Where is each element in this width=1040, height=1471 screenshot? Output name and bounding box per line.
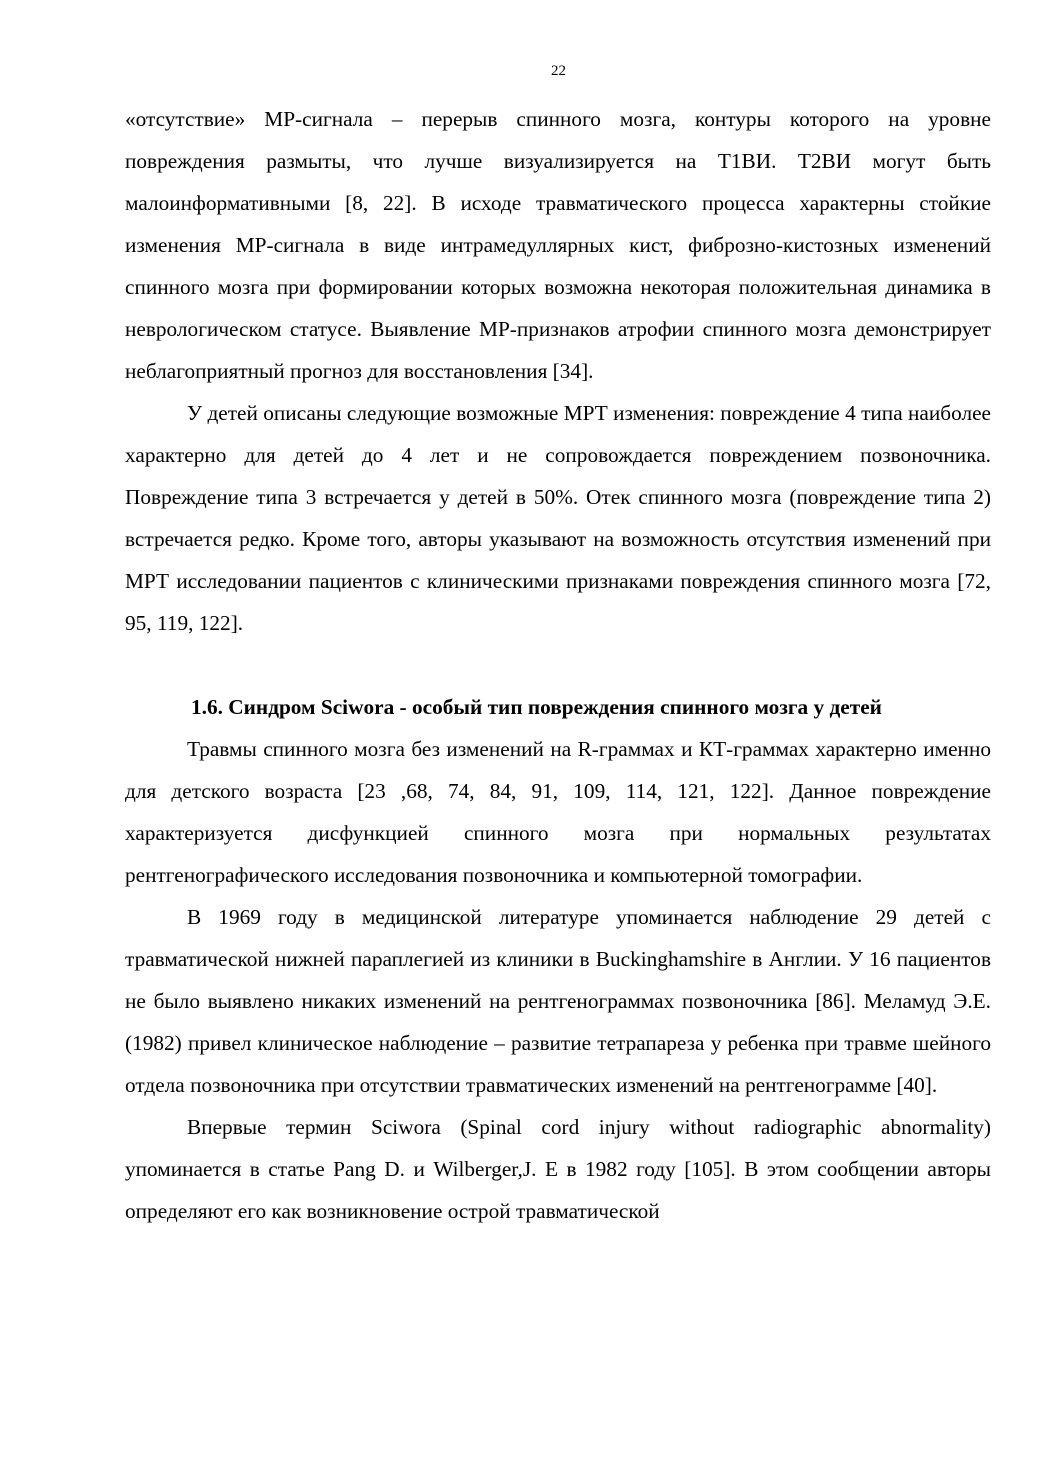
paragraph-sciwora-definition: Травмы спинного мозга без изменений на R-граммах и КТ-граммах характерно именно для детского возраста [23 ,68, 74, 84, 91, 109, 114, 121, 122]. Данное повреждение характеризуется дисфункцией спинного мозга при нормальных результатах рентгенографического исследования позвоночника и компьютерной томографии.	[125, 737, 991, 887]
section-heading: 1.6. Синдром Sciwora - особый тип повреждения спинного мозга у детей	[191, 695, 882, 719]
paragraph-sciwora-history: В 1969 году в медицинской литературе упоминается наблюдение 29 детей с травматической нижней параплегией из клиники в Buckinghamshire в Англии. У 16 пациентов не было выявлено никаких изменений на рентгенограммах позвоночника [86]. Меламуд Э.Е. (1982) привел клиническое наблюдение – развитие тетрапареза у ребенка при травме шейного отдела позвоночника при отсутствии травматических изменений на рентгенограмме [40].	[125, 905, 991, 1097]
paragraph-mri-signal: «отсутствие» МР-сигнала – перерыв спинного мозга, контуры которого на уровне повреждения размыты, что лучше визуализируется на Т1ВИ. Т2ВИ могут быть малоинформативными [8, 22]. В исходе травматического процесса характерны стойкие изменения МР-сигнала в виде интрамедуллярных кист, фиброзно-кистозных изменений спинного мозга при формировании которых возможна некоторая положительная динамика в неврологическом статусе. Выявление МР-признаков атрофии спинного мозга демонстрирует неблагоприятный прогноз для восстановления [34].	[125, 107, 991, 383]
paragraph-children-mri: У детей описаны следующие возможные МРТ изменения: повреждение 4 типа наиболее характерно для детей до 4 лет и не сопровождается повреждением позвоночника. Повреждение типа 3 встречается у детей в 50%. Отек спинного мозга (повреждение типа 2) встречается редко. Кроме того, авторы указывают на возможность отсутствия изменений при МРТ исследовании пациентов с клиническими признаками повреждения спинного мозга [72, 95, 119, 122].	[125, 401, 991, 635]
body-text	[125, 98, 991, 1232]
page-number: 22	[551, 63, 566, 79]
paragraph-sciwora-term: Впервые термин Sciwora (Spinal cord injury without radiographic abnormality) упоминается в статье Pang D. и Wilberger,J. E в 1982 году [105]. В этом сообщении авторы определяют его как возникновение острой травматической	[125, 1115, 991, 1223]
